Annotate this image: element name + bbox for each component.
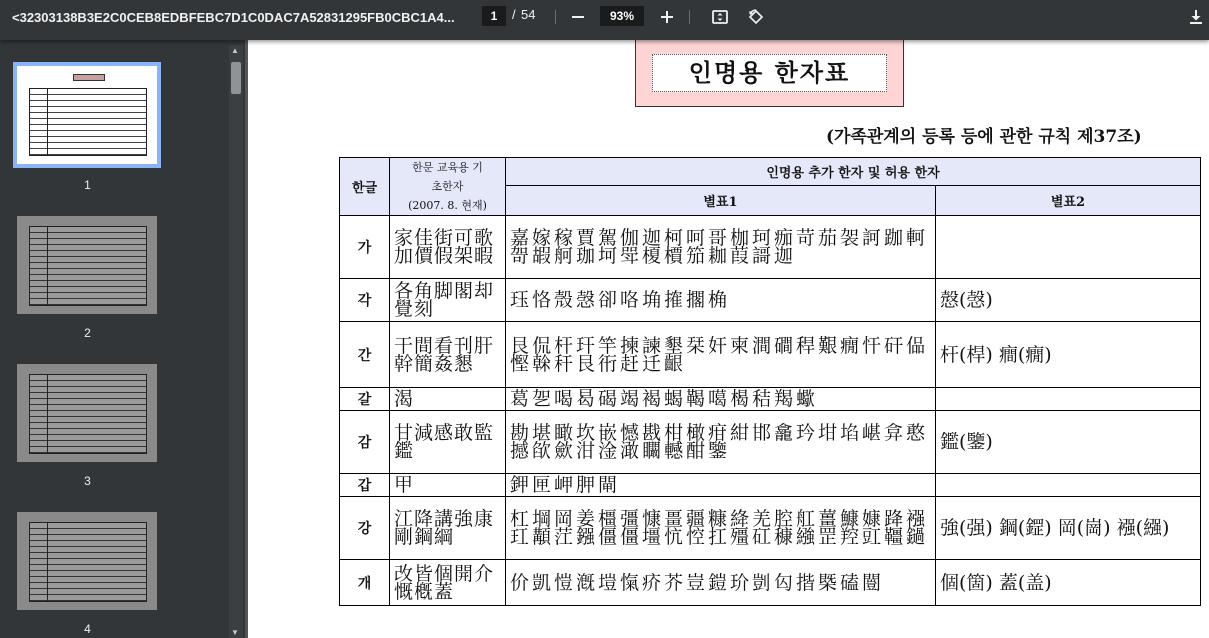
syllable-cell: 갈: [340, 388, 390, 411]
basic-hanja-cell: 甘減感敢監鑑: [390, 411, 506, 474]
syllable-cell: 감: [340, 411, 390, 474]
zoom-in-button[interactable]: [655, 5, 679, 29]
thumbnail-column-line: [47, 522, 48, 602]
header-basic-hanja: [390, 158, 506, 216]
zoom-input[interactable]: 93%: [600, 6, 644, 26]
document-title: <32303138B3E2C0CEB8EDBFEBC7D1C0DAC7A52831295FB0CBC1A4...: [12, 10, 455, 25]
thumbnail-sidebar: [0, 40, 245, 638]
minus-icon: [571, 10, 585, 24]
table1-cell: 嘉嫁稼賈駕伽迦柯呵哥枷珂痂苛茄袈訶跏軻哿嘏舸珈坷斝榎檟笳耞葭謌迦: [506, 216, 936, 279]
table2-cell: [936, 216, 1201, 279]
table1-cell: 杠堈岡姜橿彊慷畺疆糠絳羌腔舡薑鱇嫝跭襁玒顜茳鏹僵僵壃忼悾扛殭矼穅繈罡羫豇韁鐹: [506, 497, 936, 560]
title-box: [635, 40, 904, 107]
syllable-cell: 강: [340, 497, 390, 560]
table2-cell: 杆(桿) 癎(癇): [936, 322, 1201, 388]
sidebar-scrollbar[interactable]: [229, 45, 243, 638]
page-thumbnail-2[interactable]: [17, 216, 157, 314]
syllable-cell: 개: [340, 560, 390, 606]
table2-cell: 慤(愨): [936, 279, 1201, 322]
plus-icon: [660, 10, 674, 24]
basic-hanja-cell: 改皆個開介慨槪蓋: [390, 560, 506, 606]
table2-cell: [936, 474, 1201, 497]
thumbnail-title-box: [73, 74, 105, 81]
header-basic-line: 초한자: [431, 180, 464, 193]
table2-cell: 個(箇) 蓋(盖): [936, 560, 1201, 606]
toolbar: [0, 0, 1209, 40]
header-hangul: 한글: [340, 158, 390, 216]
scroll-down-arrow-icon[interactable]: ▼: [231, 628, 239, 637]
table-row: [340, 560, 1201, 606]
fit-page-icon: [711, 8, 729, 26]
table2-cell: 強(强) 鋼(鎠) 岡(崗) 襁(繦): [936, 497, 1201, 560]
page-thumbnail-4[interactable]: [17, 512, 157, 610]
table-row: [340, 411, 1201, 474]
basic-hanja-cell: 各角脚閣却覺刻: [390, 279, 506, 322]
table1-cell: 鉀匣岬胛閘: [506, 474, 936, 497]
thumbnail-column-line: [47, 88, 48, 156]
thumbnail-label: 4: [84, 622, 91, 636]
fit-page-button[interactable]: [708, 5, 732, 29]
page-title: 인명용 한자표: [652, 54, 887, 92]
thumbnail-column-line: [47, 226, 48, 306]
table-row: [340, 216, 1201, 279]
table-row: [340, 388, 1201, 411]
document-page: [248, 40, 1209, 638]
hanja-table: [339, 157, 1201, 606]
sidebar-scroll-thumb[interactable]: [231, 62, 241, 94]
table-row: [340, 322, 1201, 388]
syllable-cell: 갑: [340, 474, 390, 497]
toolbar-divider: [555, 10, 556, 24]
thumbnail-column-line: [47, 374, 48, 454]
table2-cell: [936, 388, 1201, 411]
basic-hanja-cell: 甲: [390, 474, 506, 497]
header-table1: 별표1: [506, 185, 936, 215]
thumbnail-label: 1: [84, 178, 91, 192]
table-row: [340, 497, 1201, 560]
table-row: [340, 474, 1201, 497]
zoom-out-button[interactable]: [566, 5, 590, 29]
download-icon: [1188, 9, 1204, 25]
basic-hanja-cell: 江降講強康剛鋼綱: [390, 497, 506, 560]
table1-cell: 珏恪殼愨卻咯埆搉擱桷: [506, 279, 936, 322]
download-button[interactable]: [1184, 5, 1208, 29]
page-subtitle: (가족관계의 등록 등에 관한 규칙 제37조): [826, 127, 1142, 147]
scroll-up-arrow-icon[interactable]: ▲: [231, 46, 239, 55]
table2-cell: 鑑(鑒): [936, 411, 1201, 474]
page-separator: /: [512, 7, 516, 22]
page-thumbnail-1[interactable]: [17, 66, 157, 164]
header-basic-line: (2007. 8. 현재): [408, 199, 487, 212]
page-number-input[interactable]: 1: [482, 6, 506, 26]
page-thumbnail-3[interactable]: [17, 364, 157, 462]
syllable-cell: 간: [340, 322, 390, 388]
thumbnail-label: 2: [84, 326, 91, 340]
table-row: [340, 279, 1201, 322]
rotate-button[interactable]: [744, 5, 768, 29]
header-basic-line: 한문 교육용 기: [412, 161, 483, 174]
basic-hanja-cell: 渴: [390, 388, 506, 411]
basic-hanja-cell: 家佳街可歌加價假架暇: [390, 216, 506, 279]
toolbar-divider: [689, 10, 690, 24]
thumbnail-label: 3: [84, 474, 91, 488]
table1-cell: 勘堪瞰坎嵌憾戡柑橄疳紺邯龕玪坩埳嵁弇憨撼欿歛泔淦澉矙轗酣鑒: [506, 411, 936, 474]
header-added-hanja: 인명용 추가 한자 및 허용 한자: [506, 158, 1201, 186]
page-total: 54: [521, 7, 536, 22]
header-table2: 별표2: [936, 185, 1201, 215]
table1-cell: 葛乫喝曷碣竭褐蝎鞨噶楬秸羯蠍: [506, 388, 936, 411]
table1-cell: 价凱愷漑塏愾疥芥豈鎧玠剴匃揩槩磕闓: [506, 560, 936, 606]
table1-cell: 艮侃杆玕竿揀諫墾栞奸柬澗磵稈艱癇忓矸偘慳榦秆艮衎赶迁齦: [506, 322, 936, 388]
syllable-cell: 가: [340, 216, 390, 279]
basic-hanja-cell: 干間看刊肝幹簡姦懇: [390, 322, 506, 388]
syllable-cell: 각: [340, 279, 390, 322]
rotate-icon: [747, 8, 765, 26]
